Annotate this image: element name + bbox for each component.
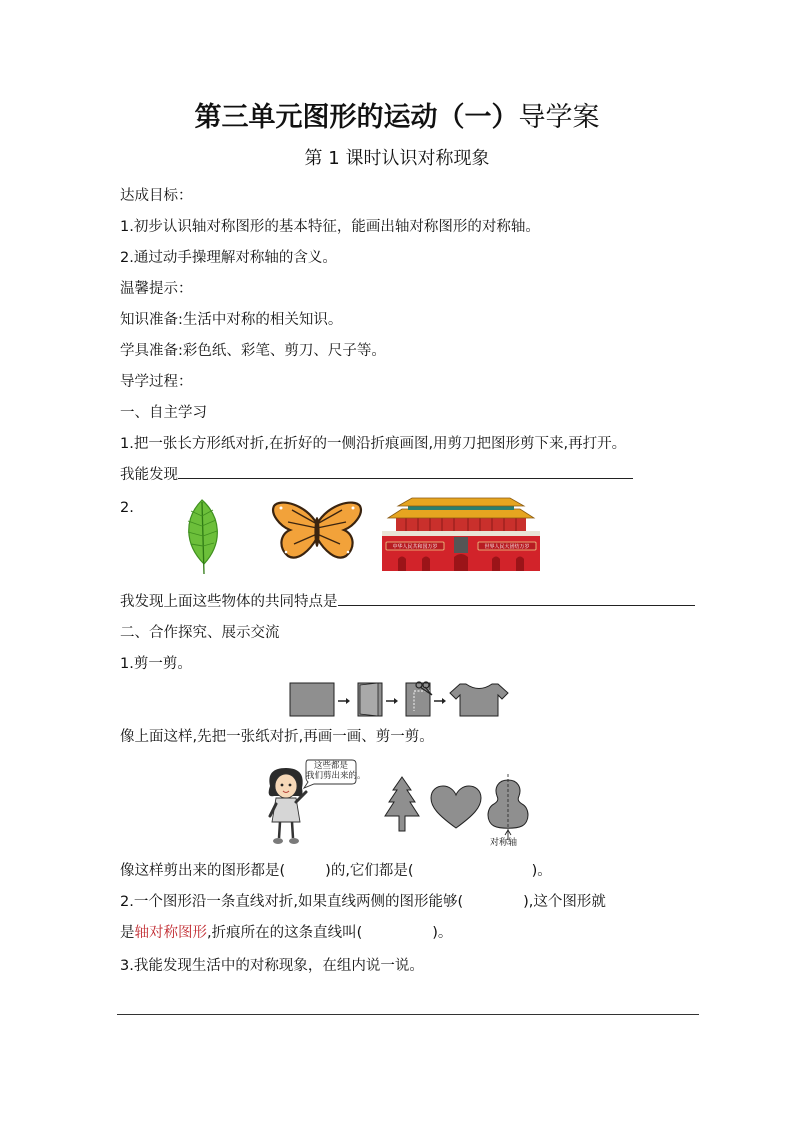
butterfly-icon bbox=[272, 500, 362, 562]
q2-term-highlight: 轴对称图形 bbox=[134, 925, 207, 941]
process-heading: 导学过程： bbox=[120, 374, 193, 390]
paper-cutting-steps bbox=[288, 681, 510, 719]
heart-shape bbox=[430, 785, 482, 829]
section2-q3: 3.我能发现生活中的对称现象，在组内说一说。 bbox=[120, 958, 424, 974]
goals-heading: 达成目标： bbox=[120, 188, 193, 204]
tree-shape bbox=[384, 776, 420, 832]
gate-banner-left: 中华人民共和国万岁 bbox=[392, 544, 438, 550]
fill-prompt: 我发现上面这些物体的共同特点是 bbox=[120, 594, 338, 610]
section2-q2-line1 bbox=[120, 891, 606, 913]
q2-text-a: 2.一个图形沿一条直线对折,如果直线两侧的图形能够( bbox=[120, 894, 464, 910]
q2-text-mid: ,折痕所在的这条直线叫( bbox=[207, 925, 363, 941]
page-title bbox=[0, 98, 794, 138]
fill-prompt: 我能发现 bbox=[120, 467, 178, 483]
section2-heading: 二、合作探究、展示交流 bbox=[120, 625, 280, 641]
leaf-icon bbox=[180, 498, 225, 576]
axis-label: 对称轴 bbox=[490, 838, 518, 848]
tips-tools: 学具准备:彩色纸、彩笔、剪刀、尺子等。 bbox=[120, 343, 386, 359]
speech-line-2: 我们剪出来的。 bbox=[306, 771, 366, 781]
speech-line-1: 这些都是 bbox=[313, 761, 348, 771]
section1-q1: 1.把一张长方形纸对折,在折好的一侧沿折痕画图,用剪刀把图形剪下来,再打开。 bbox=[120, 436, 627, 452]
page-subtitle: 第 1 课时认识对称现象 bbox=[304, 148, 490, 169]
fill-text-b: )的,它们都是( bbox=[325, 863, 414, 879]
q2-text-end: )。 bbox=[432, 925, 453, 941]
gate-banner-right: 世界人民大团结万岁 bbox=[484, 544, 530, 550]
section1-q1-fill bbox=[120, 464, 633, 486]
section2-q1: 1.剪一剪。 bbox=[120, 656, 192, 672]
title-main: 第三单元图形的运动（一） bbox=[194, 102, 519, 133]
q2-text-pre: 是 bbox=[120, 925, 135, 941]
footer-divider bbox=[117, 1014, 699, 1015]
answer-blank[interactable] bbox=[338, 591, 695, 606]
tips-heading: 温馨提示： bbox=[120, 281, 193, 297]
q2-text-b: ),这个图形就 bbox=[523, 894, 606, 910]
fill-text-c: )。 bbox=[531, 863, 552, 879]
fill-text-a: 像这样剪出来的图形都是( bbox=[120, 863, 286, 879]
section2-q1-desc: 像上面这样,先把一张纸对折,再画一画、剪一剪。 bbox=[120, 729, 434, 745]
gourd-shape bbox=[484, 774, 532, 842]
section1-heading: 一、自主学习 bbox=[120, 405, 207, 421]
tips-knowledge: 知识准备:生活中对称的相关知识。 bbox=[120, 312, 343, 328]
section1-q2-num: 2. bbox=[120, 500, 134, 516]
title-suffix: 导学案 bbox=[518, 102, 600, 133]
tiananmen-gate-illustration bbox=[382, 497, 540, 571]
section1-q2-fill bbox=[120, 591, 695, 613]
section2-q2-line2 bbox=[120, 922, 452, 944]
answer-blank[interactable] bbox=[178, 464, 633, 479]
goal-item-2: 2.通过动手操理解对称轴的含义。 bbox=[120, 250, 337, 266]
goal-item-1: 1.初步认识轴对称图形的基本特征，能画出轴对称图形的对称轴。 bbox=[120, 219, 540, 235]
section2-q1-fill bbox=[120, 860, 552, 882]
